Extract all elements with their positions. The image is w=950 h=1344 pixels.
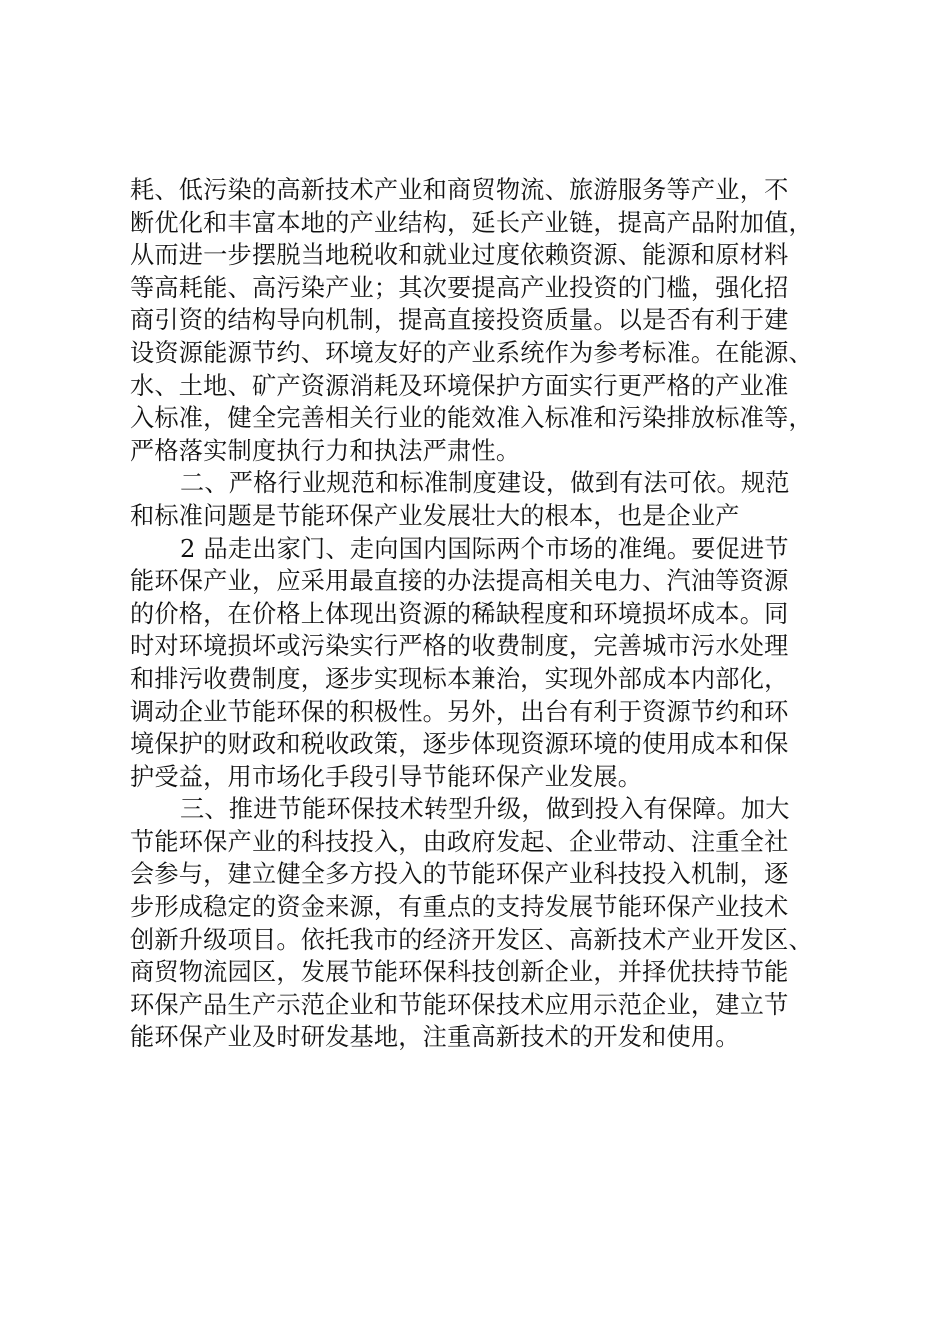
text-line: 严格落实制度执行力和执法严肃性。 — [130, 436, 521, 465]
text-line: 商引资的结构导向机制，提高直接投资质量。以是否有利于建 — [130, 306, 789, 335]
body-text — [130, 174, 830, 1054]
text-line: 和排污收费制度，逐步实现标本兼治，实现外部成本内部化， — [130, 664, 789, 693]
text-line: 能环保产业及时研发基地，注重高新技术的开发和使用。 — [130, 1023, 740, 1052]
text-line: 商贸物流园区，发展节能环保科技创新企业，并择优扶持节能 — [130, 958, 789, 987]
text-line: 境保护的财政和税收政策，逐步体现资源环境的使用成本和保 — [130, 730, 789, 759]
text-line: 节能环保产业的科技投入，由政府发起、企业带动、注重全社 — [130, 827, 789, 856]
text-line: 创新升级项目。依托我市的经济开发区、高新技术产业开发区、 — [130, 925, 813, 954]
text-line: 环保产品生产示范企业和节能环保技术应用示范企业，建立节 — [130, 990, 789, 1019]
text-line: 能环保产业，应采用最直接的办法提高相关电力、汽油等资源 — [130, 567, 789, 596]
text-line: 耗、低污染的高新技术产业和商贸物流、旅游服务等产业，不 — [130, 176, 789, 204]
text-line: 设资源能源节约、环境友好的产业系统作为参考标准。在能源、 — [130, 338, 813, 367]
text-line: 的价格，在价格上体现出资源的稀缺程度和环境损坏成本。同 — [130, 599, 789, 628]
text-line: 二、严格行业规范和标准制度建设，做到有法可依。规范 — [180, 469, 790, 498]
text-line: 入标准，健全完善相关行业的能效准入标准和污染排放标准等， — [130, 404, 813, 433]
text-line: 三、推进节能环保技术转型升级，做到投入有保障。加大 — [180, 795, 790, 824]
text-line: 步形成稳定的资金来源，有重点的支持发展节能环保产业技术 — [130, 893, 789, 922]
text-line: 等高耗能、高污染产业；其次要提高产业投资的门槛，强化招 — [130, 273, 789, 302]
text-line: 时对环境损坏或污染实行严格的收费制度，完善城市污水处理 — [130, 632, 789, 661]
text-line: 护受益，用市场化手段引导节能环保产业发展。 — [130, 762, 643, 791]
text-line: 断优化和丰富本地的产业结构，延长产业链，提高产品附加值， — [130, 208, 813, 237]
text-line: 水、土地、矿产资源消耗及环境保护方面实行更严格的产业准 — [130, 371, 789, 400]
text-line: 从而进一步摆脱当地税收和就业过度依赖资源、能源和原材料 — [130, 241, 789, 270]
text-line: 2 品走出家门、走向国内国际两个市场的准绳。要促进节 — [180, 534, 789, 563]
text-line: 调动企业节能环保的积极性。另外，出台有利于资源节约和环 — [130, 697, 789, 726]
text-line: 和标准问题是节能环保产业发展壮大的根本，也是企业产 — [130, 501, 740, 530]
text-line: 会参与，建立健全多方投入的节能环保产业科技投入机制，逐 — [130, 860, 789, 889]
